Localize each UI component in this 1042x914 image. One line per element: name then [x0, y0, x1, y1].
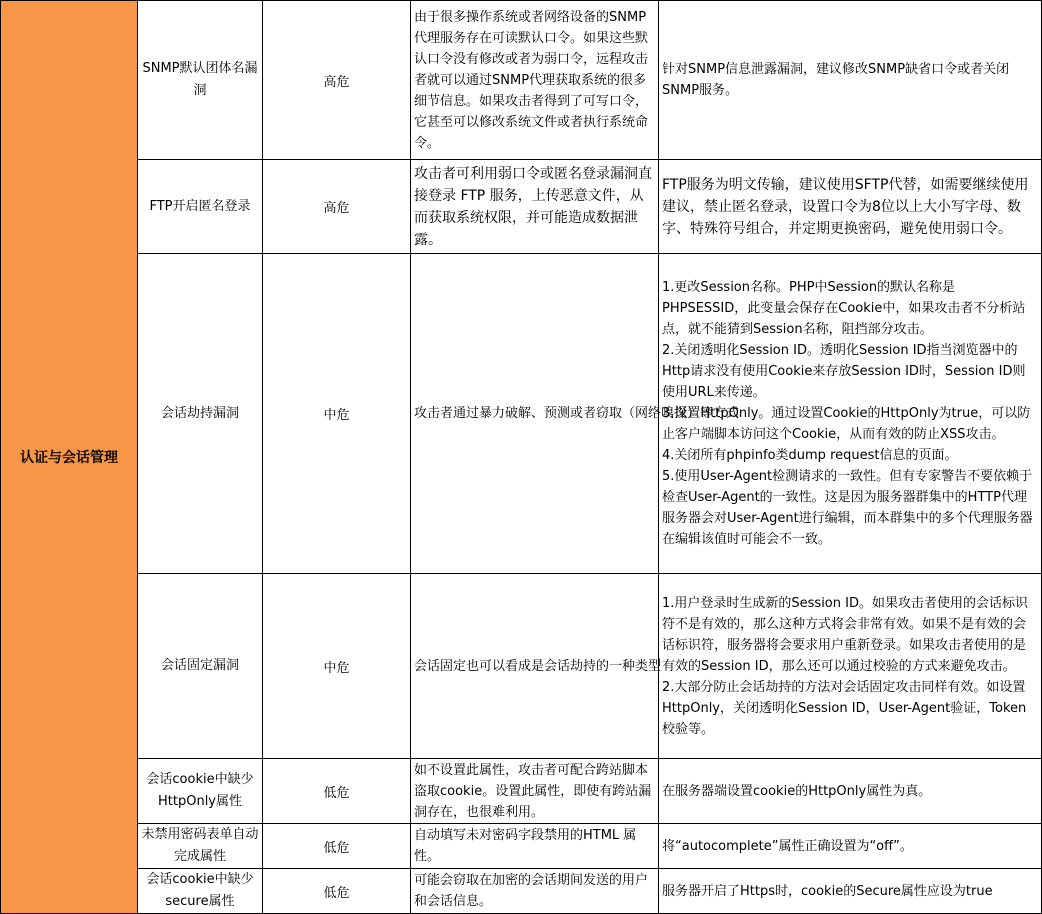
- fix-cell[interactable]: [659, 869, 1042, 914]
- fix-cell[interactable]: [659, 160, 1042, 254]
- risk-level-cell[interactable]: 低危: [263, 759, 411, 824]
- table-row: [1, 160, 1042, 254]
- fix-cell[interactable]: [659, 1, 1042, 160]
- description-cell[interactable]: 可能会窃取在加密的会话期间发送的用户和会话信息。: [411, 869, 659, 914]
- fix-cell[interactable]: [659, 824, 1042, 869]
- description-cell[interactable]: 如不设置此属性，攻击者可配合跨站脚本盗取cookie。设置此属性，即使有跨站漏洞存在，也很难利用。: [411, 759, 659, 824]
- fix-line: 4.关闭所有phpinfo类dump request信息的页面。: [662, 448, 958, 463]
- fix-line: FTP服务为明文传输，建议使用SFTP代替，如需要继续使用建议，禁止匿名登录，设置口令为8位以上大小写字母、数字、特殊符号组合，并定期更换密码，避免使用弱口令。: [662, 176, 1029, 237]
- risk-level-cell[interactable]: 高危: [263, 1, 411, 160]
- category-cell[interactable]: 认证与会话管理: [1, 1, 138, 914]
- fix-cell[interactable]: [659, 574, 1042, 759]
- fix-line: 3.设置HttpOnly。通过设置Cookie的HttpOnly为true，可以防止客户端脚本访问这个Cookie，从而有效的防止XSS攻击。: [662, 406, 1031, 442]
- fix-line: 1.更改Session名称。PHP中Session的默认名称是PHPSESSID，此变量会保存在Cookie中，如果攻击者不分析站点，就不能猜到Session名称，阻挡部分攻击。: [662, 280, 1026, 337]
- vuln-name-cell[interactable]: 会话固定漏洞: [138, 574, 263, 759]
- fix-cell[interactable]: [659, 759, 1042, 824]
- fix-line: 1.用户登录时生成新的Session ID。如果攻击者使用的会话标识符不是有效的，那么这种方式将会非常有效。如果不是有效的会话标识符，服务器将会要求用户重新登录。如果攻击者使用的是有效的Session ID，那么还可以通过校验的方式来避免攻击。: [662, 595, 1028, 674]
- risk-level-cell[interactable]: 中危: [263, 574, 411, 759]
- fix-line: 将“autocomplete”属性正确设置为“off”。: [662, 838, 913, 854]
- vuln-name-cell[interactable]: SNMP默认团体名漏洞: [138, 1, 263, 160]
- fix-line: 2.大部分防止会话劫持的方法对会话固定攻击同样有效。如设置HttpOnly，关闭透明化Session ID，User-Agent验证，Token校验等。: [662, 679, 1027, 737]
- risk-level-cell[interactable]: 高危: [263, 160, 411, 254]
- risk-level-cell[interactable]: 低危: [263, 824, 411, 869]
- description-cell[interactable]: 会话固定也可以看成是会话劫持的一种类型: [411, 574, 659, 759]
- table-row: [1, 824, 1042, 869]
- risk-level-cell[interactable]: 低危: [263, 869, 411, 914]
- fix-line: 针对SNMP信息泄露漏洞，建议修改SNMP缺省口令或者关闭SNMP服务。: [662, 62, 1010, 98]
- table-row: [1, 1, 1042, 160]
- fix-line: 2.关闭透明化Session ID。透明化Session ID指当浏览器中的Http请求没有使用Cookie来存放Session ID时，Session ID则使用URL来传递。: [662, 343, 1026, 400]
- fix-line: 5.使用User-Agent检测请求的一致性。但有专家警告不要依赖于检查User-Agent的一致性。这是因为服务器群集中的HTTP代理服务器会对User-Agent进行编辑，而本群集中的多个代理服务器在编辑该值时可能会不一致。: [662, 469, 1033, 547]
- vuln-name-cell[interactable]: FTP开启匿名登录: [138, 160, 263, 254]
- table-row: [1, 574, 1042, 759]
- fix-cell[interactable]: [659, 254, 1042, 574]
- vuln-name-cell[interactable]: 未禁用密码表单自动完成属性: [138, 824, 263, 869]
- table-row: [1, 254, 1042, 574]
- vuln-name-cell[interactable]: 会话cookie中缺少secure属性: [138, 869, 263, 914]
- vuln-name-cell[interactable]: 会话cookie中缺少HttpOnly属性: [138, 759, 263, 824]
- description-cell[interactable]: 攻击者通过暴力破解、预测或者窃取（网络嗅探）等方式: [411, 254, 659, 574]
- description-cell[interactable]: 由于很多操作系统或者网络设备的SNMP代理服务存在可读默认口令。如果这些默认口令没有修改或者为弱口令，远程攻击者就可以通过SNMP代理获取系统的很多细节信息。如果攻击者得到了可写口令，它甚至可以修改系统文件或者执行系统命令。: [411, 1, 659, 160]
- table-row: [1, 759, 1042, 824]
- table-row: [1, 869, 1042, 914]
- description-cell[interactable]: 自动填写未对密码字段禁用的HTML 属性。: [411, 824, 659, 869]
- fix-line: 在服务器端设置cookie的HttpOnly属性为真。: [662, 783, 932, 799]
- description-cell[interactable]: 攻击者可利用弱口令或匿名登录漏洞直接登录 FTP 服务，上传恶意文件，从而获取系统权限，并可能造成数据泄露。: [411, 160, 659, 254]
- fix-line: 服务器开启了Https时，cookie的Secure属性应设为true: [662, 883, 993, 899]
- vuln-name-cell[interactable]: 会话劫持漏洞: [138, 254, 263, 574]
- risk-level-cell[interactable]: 中危: [263, 254, 411, 574]
